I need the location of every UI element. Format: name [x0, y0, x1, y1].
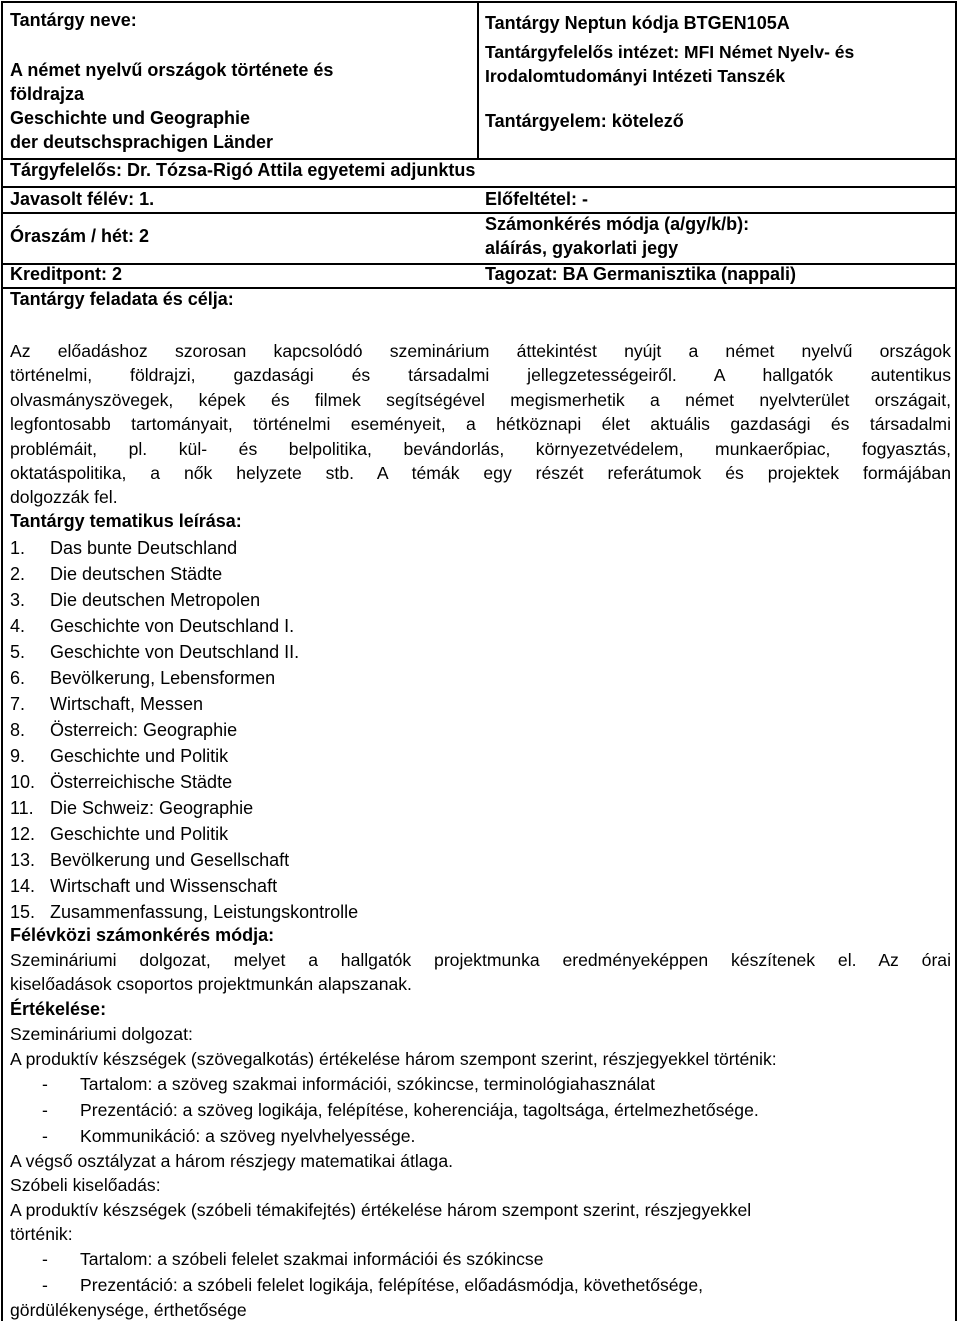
oral-intro-cont: történik:	[10, 1224, 73, 1244]
prerequisite: Előfeltétel: -	[485, 189, 589, 209]
topic-item: 15. Zusammenfassung, Leistungskontrolle	[10, 902, 359, 922]
assessment-type: Számonkérés módja (a/gy/k/b):	[485, 214, 750, 234]
topic-item: 12. Geschichte und Politik	[10, 824, 229, 844]
midterm-line: kiselőadások csoportos projektmunkán alapszanak.	[10, 974, 412, 995]
midterm-text	[10, 948, 951, 997]
course-description	[10, 339, 951, 510]
paper-criterion: - Kommunikáció: a szöveg nyelvhelyessége.	[42, 1126, 416, 1146]
divider-subject	[477, 3, 479, 158]
neptun-code: Tantárgy Neptun kódja BTGEN105A	[485, 13, 790, 33]
topic-item: 6. Bevölkerung, Lebensformen	[10, 668, 276, 688]
institute-cont: Irodalomtudományi Intézeti Tanszék	[485, 66, 786, 86]
topic-item: 14. Wirtschaft und Wissenschaft	[10, 876, 278, 896]
subject-name-de-cont: der deutschsprachigen Länder	[10, 132, 274, 152]
program: Tagozat: BA Germanisztika (nappali)	[485, 264, 797, 284]
row-credits	[3, 263, 955, 289]
oral-intro: A produktív készségek (szóbeli témakifejtés) értékelése három szempont szerint, részjegyekkel	[10, 1200, 752, 1220]
midterm-heading: Félévközi számonkérés módja:	[10, 925, 275, 945]
topic-item: 1. Das bunte Deutschland	[10, 538, 238, 558]
paper-intro: A produktív készségek (szövegalkotás) értékelése három szempont szerint, részjegyekkel történik:	[10, 1049, 777, 1069]
subject-name-hu-cont: földrajza	[10, 84, 85, 104]
topic-item: 3. Die deutschen Metropolen	[10, 590, 261, 610]
oral-criterion: - Tartalom: a szóbeli felelet szakmai információi és szókincse	[42, 1249, 544, 1269]
subject-name-hu: A német nyelvű országok története és	[10, 60, 334, 80]
subject-label: Tantárgy neve:	[10, 10, 137, 30]
subject-element: Tantárgyelem: kötelező	[485, 111, 684, 131]
description-line: oktatáspolitika, a nők helyzete stb. A témák egy részét referátumok és projektek formájában	[10, 463, 951, 484]
description-line: Az előadáshoz szorosan kapcsolódó szeminárium áttekintést nyújt a német nyelvű országok	[10, 341, 951, 361]
topic-item: 10. Österreichische Städte	[10, 772, 233, 792]
course-datasheet	[1, 1, 957, 1321]
topic-item: 11. Die Schweiz: Geographie	[10, 798, 254, 818]
midterm-line: Szemináriumi dolgozat, melyet a hallgatók projektmunka eredményeképpen készítenek el. Az órai	[10, 950, 951, 970]
description-line: legfontosabb tartományait, történelmi eseményeit, a hétköznapi élet aktuális gazdasági és társadalmi	[10, 414, 951, 435]
topic-item: 7. Wirtschaft, Messen	[10, 694, 204, 714]
description-line: történelmi, földrajzi, gazdasági és társadalmi jellegzetességeiről. A hallgatók autentikus	[10, 365, 951, 386]
topic-item: 13. Bevölkerung und Gesellschaft	[10, 850, 290, 870]
oral-label: Szóbeli kiselőadás:	[10, 1175, 161, 1195]
description-line: problémáit, pl. kül- és belpolitika, bevándorlás, környezetvédelem, munkaerőpiac, fogyasztás,	[10, 438, 951, 459]
topic-item: 2. Die deutschen Städte	[10, 564, 223, 584]
oral-criterion-cont: gördülékenysége, érthetősége	[10, 1300, 247, 1320]
final-grade-note: A végső osztályzat a három részjegy matematikai átlaga.	[10, 1151, 453, 1171]
description-line: olvasmányszövegek, képek és filmek segítségével megismerhetik a német nyelvterület országait,	[10, 389, 951, 410]
topic-item: 4. Geschichte von Deutschland I.	[10, 616, 295, 636]
responsible-person: Tárgyfelelős: Dr. Tózsa-Rigó Attila egyetemi adjunktus	[10, 160, 476, 180]
topic-item: 9. Geschichte und Politik	[10, 746, 229, 766]
task-label: Tantárgy feladata és célja:	[10, 289, 234, 309]
topic-item: 5. Geschichte von Deutschland II.	[10, 642, 300, 662]
paper-criterion: - Prezentáció: a szöveg logikája, felépítése, koherenciája, tagoltsága, értelmezhetősége.	[42, 1100, 759, 1120]
institute: Tantárgyfelelős intézet: MFI Német Nyelv- és	[485, 42, 855, 62]
assessment-type-cont: aláírás, gyakorlati jegy	[485, 238, 679, 258]
evaluation-heading: Értékelése:	[10, 999, 107, 1019]
topics-heading: Tantárgy tematikus leírása:	[10, 511, 242, 531]
subject-name-de: Geschichte und Geographie	[10, 108, 251, 128]
paper-label: Szemináriumi dolgozat:	[10, 1024, 193, 1044]
paper-criterion: - Tartalom: a szöveg szakmai információi, szókincse, terminológiahasználat	[42, 1074, 655, 1094]
oral-criterion: - Prezentáció: a szóbeli felelet logikája, felépítése, előadásmódja, követhetősége,	[42, 1275, 704, 1295]
description-line: dolgozzák fel.	[10, 487, 118, 508]
topic-item: 8. Österreich: Geographie	[10, 720, 238, 740]
credit-points: Kreditpont: 2	[10, 264, 122, 284]
recommended-semester: Javasolt félév: 1.	[10, 189, 155, 209]
weekly-hours: Óraszám / hét: 2	[10, 226, 150, 246]
